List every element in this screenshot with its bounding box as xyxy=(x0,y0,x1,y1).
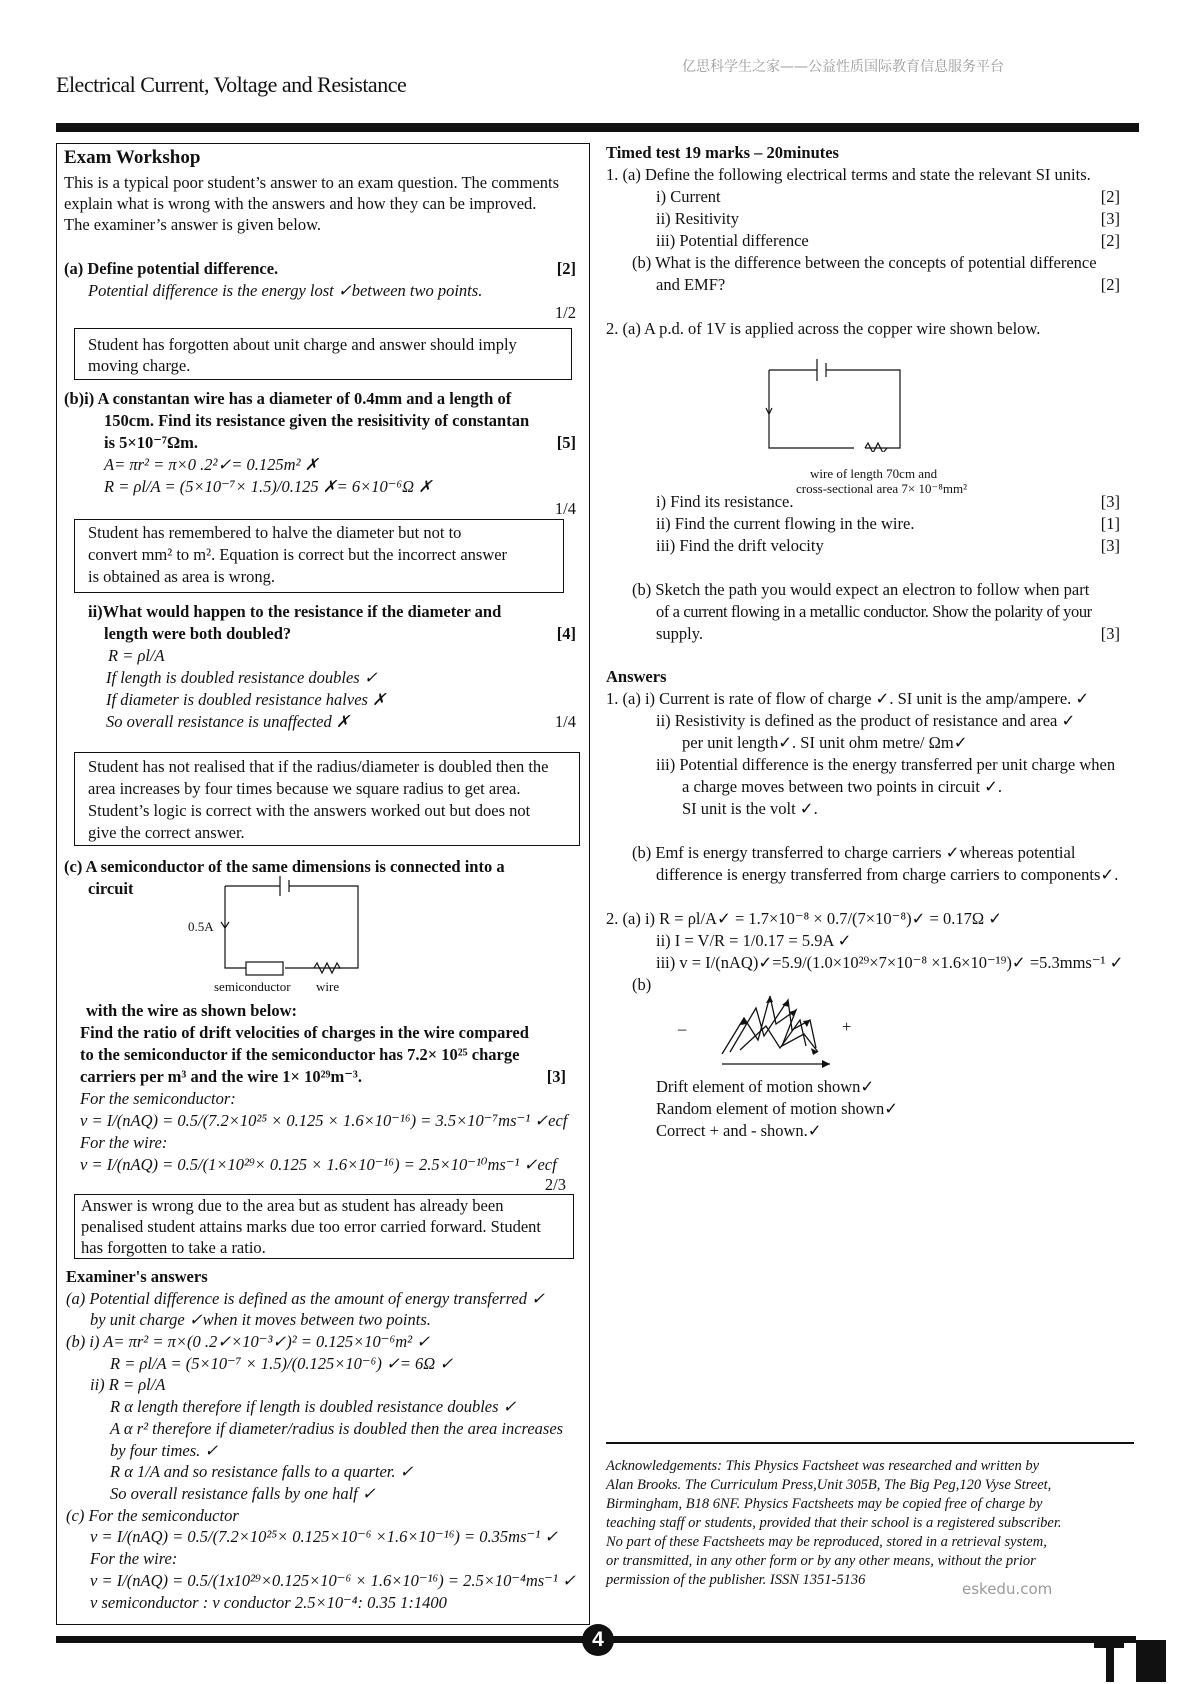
comment-bi-2: convert mm² to m². Equation is correct but the incorrect answer xyxy=(88,545,508,564)
question-bi-answer-2: R = ρl/A = (5×10⁻⁷× 1.5)/0.125 ✗= 6×10⁻⁶Ω ✗ xyxy=(104,477,433,496)
question-bii-score: 1/4 xyxy=(554,712,576,731)
test-q2-item-3-marks: [3] xyxy=(1100,536,1120,555)
question-c-answer-2: v = I/(nAQ) = 0.5/(7.2×10²⁵ × 0.125 × 1.6×10⁻¹⁶) = 3.5×10⁻⁷ms⁻¹ ✓ecf xyxy=(80,1111,568,1130)
semiconductor-component xyxy=(246,962,283,975)
comment-a-1: Student has forgotten about unit charge and answer should imply xyxy=(88,335,517,354)
comment-c-2: penalised student attains marks due too error carried forward. Student xyxy=(81,1217,542,1236)
ack-line-3: Birmingham, B18 6NF. Physics Factsheets may be copied free of charge by xyxy=(606,1496,1043,1512)
electron-random-path-3 xyxy=(740,1020,806,1050)
test-heading: Timed test 19 marks – 20minutes xyxy=(606,143,839,162)
bottom-watermark: eskedu.com xyxy=(962,1580,1053,1598)
test-q1-b-2: and EMF? xyxy=(656,275,726,294)
workshop-intro-2: explain what is wrong with the answers and how they can be improved. xyxy=(64,194,537,213)
question-bii-answer-3: If diameter is doubled resistance halves ✗ xyxy=(106,690,386,709)
diagram-wire-label: wire xyxy=(316,979,340,994)
diagram-semiconductor-label: semiconductor xyxy=(214,979,291,994)
answer-line-1: 1. (a) i) Current is rate of flow of charge ✓. SI unit is the amp/ampere. ✓ xyxy=(606,689,1090,708)
page-title: Electrical Current, Voltage and Resistance xyxy=(56,72,407,97)
test-q2-b-marks: [3] xyxy=(1100,624,1120,643)
question-bi-3: is 5×10⁻⁷Ωm. xyxy=(104,433,199,452)
test-q1-b-1: (b) What is the difference between the concepts of potential difference xyxy=(632,253,1097,272)
header-rule xyxy=(56,123,1139,132)
test-q2-a: 2. (a) A p.d. of 1V is applied across the copper wire shown below. xyxy=(606,319,1041,338)
examiner-line-5: ii) R = ρl/A xyxy=(90,1375,166,1394)
page-number: 4 xyxy=(582,1624,614,1656)
ack-line-2: Alan Brooks. The Curriculum Press,Unit 305B, The Big Peg,120 Vyse Street, xyxy=(606,1477,1052,1493)
question-bi-2: 150cm. Find its resistance given the resisitivity of constantan xyxy=(104,411,530,430)
workshop-intro-1: This is a typical poor student’s answer to an exam question. The comments xyxy=(64,173,560,192)
workshop-intro-3: The examiner’s answer is given below. xyxy=(64,215,322,234)
answer-line-2: ii) Resistivity is defined as the product of resistance and area ✓ xyxy=(656,711,1076,730)
question-c-4: Find the ratio of drift velocities of charges in the wire compared xyxy=(80,1023,529,1042)
comment-bi-1: Student has remembered to halve the diameter but not to xyxy=(88,523,462,542)
test-q2-item-2-marks: [1] xyxy=(1100,514,1120,533)
copper-caption-1: wire of length 70cm and xyxy=(810,466,938,481)
sketch-note-1: Drift element of motion shown✓ xyxy=(656,1077,875,1096)
question-bi-answer-1: A= πr² = π×0 .2²✓= 0.125m² ✗ xyxy=(104,455,319,474)
test-q1-b-marks: [2] xyxy=(1100,275,1120,294)
question-bii-marks: [4] xyxy=(556,624,576,643)
answer-line-4: iii) Potential difference is the energy transferred per unit charge when xyxy=(656,755,1116,774)
copper-caption-2: cross-sectional area 7× 10⁻⁸mm² xyxy=(796,481,967,496)
answers-heading: Answers xyxy=(606,667,667,686)
answer-line-10: ii) I = V/R = 1/0.17 = 5.9A ✓ xyxy=(656,931,852,950)
question-c-1: (c) A semiconductor of the same dimensions is connected into a xyxy=(64,857,505,876)
comment-c-3: has forgotten to take a ratio. xyxy=(81,1238,266,1257)
ack-rule xyxy=(606,1442,1134,1444)
examiner-line-12: v = I/(nAQ) = 0.5/(7.2×10²⁵× 0.125×10⁻⁶ ×1.6×10⁻¹⁶) = 0.35ms⁻¹ ✓ xyxy=(90,1527,559,1546)
examiner-line-10: So overall resistance falls by one half ✓ xyxy=(110,1484,376,1503)
examiner-line-7: A α r² therefore if diameter/radius is doubled then the area increases xyxy=(110,1419,564,1438)
examiner-line-8: by four times. ✓ xyxy=(110,1441,219,1460)
question-bi-1: (b)i) A constantan wire has a diameter of 0.4mm and a length of xyxy=(64,389,512,408)
question-bi-score: 1/4 xyxy=(554,499,576,518)
test-q2-b-3: supply. xyxy=(656,624,704,643)
question-bii-answer-2: If length is doubled resistance doubles ✓ xyxy=(106,668,378,687)
examiner-heading: Examiner's answers xyxy=(66,1267,208,1286)
top-watermark: 亿思科学生之家——公益性质国际教育信息服务平台 xyxy=(682,59,1004,75)
comment-bii-1: Student has not realised that if the radius/diameter is doubled then the xyxy=(88,757,549,776)
test-q1-item-2: ii) Resitivity xyxy=(656,209,739,228)
electron-random-path xyxy=(722,996,818,1054)
test-q1-item-3-marks: [2] xyxy=(1100,231,1120,250)
comment-bii-2: area increases by four times because we square radius to get area. xyxy=(88,779,521,798)
ack-line-7: permission of the publisher. ISSN 1351-5136 xyxy=(606,1572,866,1588)
test-q2-b-1: (b) Sketch the path you would expect an electron to follow when part xyxy=(632,580,1090,599)
test-q1-item-1-marks: [2] xyxy=(1100,187,1120,206)
question-c-3: with the wire as shown below: xyxy=(86,1001,297,1020)
examiner-line-9: R α 1/A and so resistance falls to a quarter. ✓ xyxy=(110,1462,414,1481)
question-bi-marks: [5] xyxy=(556,433,576,452)
examiner-line-13: For the wire: xyxy=(90,1549,178,1568)
ack-line-6: or transmitted, in any other form or by any other means, without the prior xyxy=(606,1553,1036,1569)
examiner-line-1: (a) Potential difference is defined as the amount of energy transferred ✓ xyxy=(66,1289,545,1308)
circuit-wire-top-right xyxy=(225,886,358,968)
question-a: (a) Define potential difference. xyxy=(64,259,279,278)
answer-line-5: a charge moves between two points in circuit ✓. xyxy=(682,777,1003,796)
test-q1-item-1: i) Current xyxy=(656,187,721,206)
sketch-note-3: Correct + and - shown.✓ xyxy=(656,1121,822,1140)
answer-line-11: iii) v = I/(nAQ)✓=5.9/(1.0×10²⁹×7×10⁻⁸ ×1.6×10⁻¹⁹)✓ =5.3mms⁻¹ ✓ xyxy=(656,953,1124,972)
examiner-line-15: v semiconductor : v conductor 2.5×10⁻⁴: 0.35 1:1400 xyxy=(90,1593,447,1612)
diagram-current-label: 0.5A xyxy=(188,919,214,934)
question-c-2: circuit xyxy=(88,879,134,898)
question-a-marks: [2] xyxy=(556,259,576,278)
test-q1-item-3: iii) Potential difference xyxy=(656,231,809,250)
publisher-logo-icon xyxy=(1094,1636,1170,1682)
examiner-line-3: (b) i) A= πr² = π×(0 .2✓×10⁻³✓)² = 0.125×10⁻⁶m² ✓ xyxy=(66,1332,431,1351)
polarity-plus: + xyxy=(842,1017,852,1036)
answer-line-6: SI unit is the volt ✓. xyxy=(682,799,818,818)
question-c-score: 2/3 xyxy=(544,1175,566,1194)
question-bii-answer-4: So overall resistance is unaffected ✗ xyxy=(106,712,350,731)
ack-line-4: teaching staff or students, provided that their school is a registered subscriber. xyxy=(606,1515,1062,1531)
examiner-line-11: (c) For the semiconductor xyxy=(66,1506,239,1525)
examiner-line-6: R α length therefore if length is doubled resistance doubles ✓ xyxy=(110,1397,517,1416)
test-q2-item-3: iii) Find the drift velocity xyxy=(656,536,824,555)
test-q2-item-1: i) Find its resistance. xyxy=(656,492,794,511)
question-c-answer-3: For the wire: xyxy=(80,1133,168,1152)
question-c-answer-4: v = I/(nAQ) = 0.5/(1×10²⁹× 0.125 × 1.6×10⁻¹⁶) = 2.5×10⁻¹⁰ms⁻¹ ✓ecf xyxy=(80,1155,557,1174)
question-c-6: carriers per m³ and the wire 1× 10²⁹m⁻³. xyxy=(80,1067,362,1086)
question-a-score: 1/2 xyxy=(554,303,576,322)
answer-line-9: 2. (a) i) R = ρl/A✓ = 1.7×10⁻⁸ × 0.7/(7×10⁻⁸)✓ = 0.17Ω ✓ xyxy=(606,909,1003,928)
answer-line-8: difference is energy transferred from charge carriers to components✓. xyxy=(656,865,1119,884)
answer-line-7: (b) Emf is energy transferred to charge carriers ✓whereas potential xyxy=(632,843,1076,862)
comment-bii-3: Student’s logic is correct with the answers worked out but does not xyxy=(88,801,531,820)
answer-line-3: per unit length✓. SI unit ohm metre/ Ωm✓ xyxy=(682,733,968,752)
question-c-5: to the semiconductor if the semiconductor has 7.2× 10²⁵ charge xyxy=(80,1045,520,1064)
test-q2-item-1-marks: [3] xyxy=(1100,492,1120,511)
question-a-answer: Potential difference is the energy lost ✓between two points. xyxy=(88,281,483,300)
question-c-answer-1: For the semiconductor: xyxy=(80,1089,236,1108)
workshop-heading: Exam Workshop xyxy=(64,147,201,168)
examiner-line-14: v = I/(nAQ) = 0.5/(1x10²⁹×0.125×10⁻⁶ × 1.6×10⁻¹⁶) = 2.5×10⁻⁴ms⁻¹ ✓ xyxy=(90,1571,576,1590)
answer-line-12: (b) xyxy=(632,975,652,994)
question-bii-1: ii)What would happen to the resistance if the diameter and xyxy=(88,602,502,621)
ack-line-1: Acknowledgements: This Physics Factsheet was researched and written by xyxy=(606,1458,1040,1474)
comment-c-1: Answer is wrong due to the area but as student has already been xyxy=(81,1196,504,1215)
sketch-note-2: Random element of motion shown✓ xyxy=(656,1099,899,1118)
copper-wire-circuit-diagram xyxy=(760,352,910,452)
test-q1-a: 1. (a) Define the following electrical terms and state the relevant SI units. xyxy=(606,165,1091,184)
ack-line-5: No part of these Factsheets may be reproduced, stored in a retrieval system, xyxy=(606,1534,1047,1550)
test-q2-item-2: ii) Find the current flowing in the wire. xyxy=(656,514,915,533)
comment-bii-4: give the correct answer. xyxy=(88,823,245,842)
test-q2-b-2: of a current flowing in a metallic conductor. Show the polarity of your xyxy=(656,602,1092,621)
question-bii-answer-1: R = ρl/A xyxy=(108,646,165,665)
test-q1-item-2-marks: [3] xyxy=(1100,209,1120,228)
comment-a-2: moving charge. xyxy=(88,356,191,375)
question-c-marks: [3] xyxy=(546,1067,566,1086)
circuit-wire-left xyxy=(225,886,246,968)
drift-arrow-head-icon xyxy=(822,1060,830,1068)
examiner-line-4: R = ρl/A = (5×10⁻⁷ × 1.5)/(0.125×10⁻⁶) ✓= 6Ω ✓ xyxy=(110,1354,454,1373)
electron-path-sketch xyxy=(700,990,840,1070)
examiner-line-2: by unit charge ✓when it moves between two points. xyxy=(90,1310,431,1329)
comment-bi-3: is obtained as area is wrong. xyxy=(88,567,275,586)
question-bii-2: length were both doubled? xyxy=(104,624,292,643)
polarity-minus: – xyxy=(678,1019,687,1038)
